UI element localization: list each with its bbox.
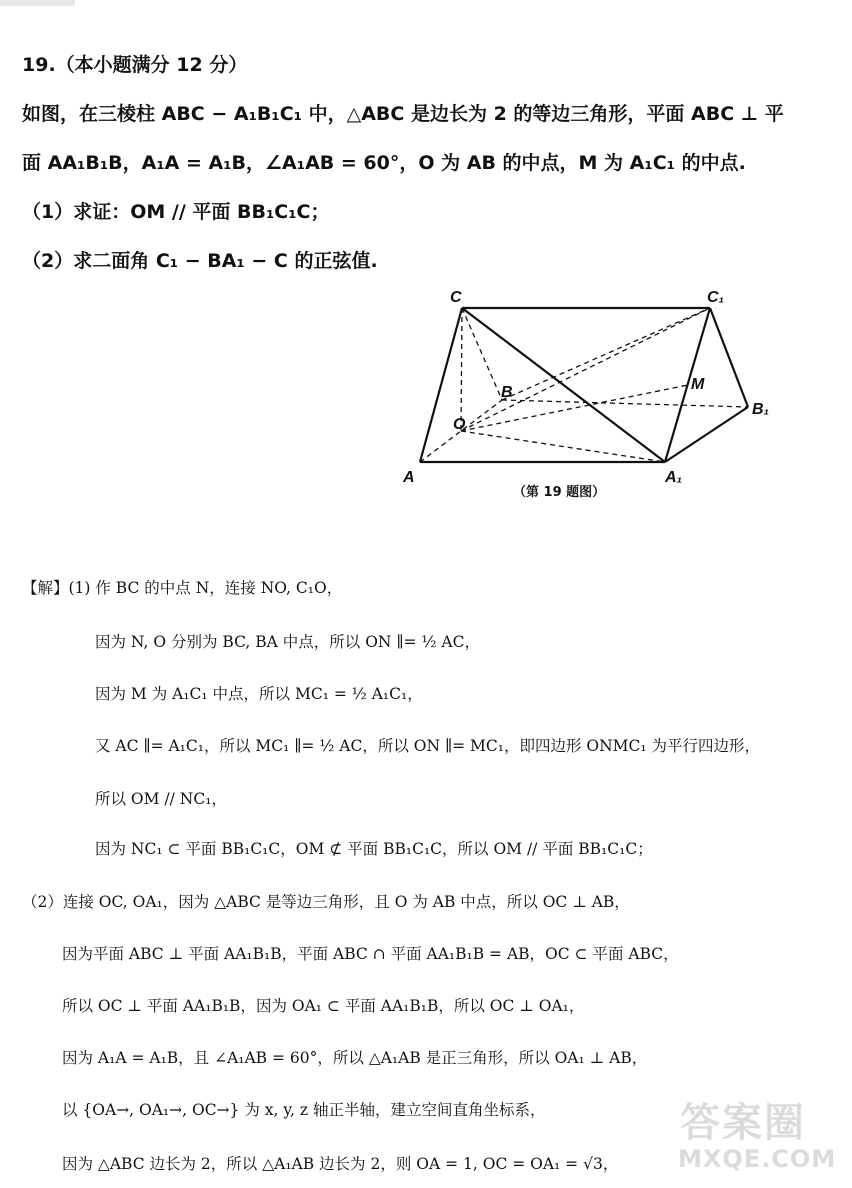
label-A1: A₁ [665,469,683,486]
edge-C-A [420,308,462,462]
edge-B-B1 [502,400,748,407]
solution-line-7: （2）连接 OC, OA₁，因为 △ABC 是等边三角形，且 O 为 AB 中点，所以 OC ⊥ AB， [22,893,630,911]
figure-caption: （第 19 题图） [513,485,606,500]
prism-figure [395,282,795,512]
solution-line-11: 以 {OA→, OA₁→, OC→} 为 x, y, z 轴正半轴，建立空间直角坐标系， [62,1101,546,1119]
edge-C-O [461,308,462,431]
edge-B1-A1 [665,407,748,462]
edge-O-A1 [461,431,665,462]
watermark-url-text: MXQE.COM [678,1145,837,1173]
edge-O-M [461,385,688,431]
label-O: O [453,416,466,433]
label-M: M [691,376,705,393]
top-edge-strip [0,0,75,6]
label-A: A [403,469,415,486]
solution-line-9: 所以 OC ⊥ 平面 AA₁B₁B，因为 OA₁ ⊂ 平面 AA₁B₁B，所以 OC ⊥ OA₁， [62,997,585,1015]
edge-C-A1 [462,308,665,462]
question-line-1: 如图，在三棱柱 ABC − A₁B₁C₁ 中，△ABC 是边长为 2 的等边三角形，平面 ABC ⊥ 平 [22,103,784,125]
solution-line-1: 【解】(1) 作 BC 的中点 N，连接 NO, C₁O， [22,579,343,597]
question-heading: 19.（本小题满分 12 分） [22,54,248,76]
solution-line-6: 因为 NC₁ ⊂ 平面 BB₁C₁C，OM ⊄ 平面 BB₁C₁C，所以 OM // 平面 BB₁C₁C； [95,840,653,858]
solution-line-4: 又 AC ∥= A₁C₁，所以 MC₁ ∥= ½ AC，所以 ON ∥= MC₁，即四边形 ONMC₁ 为平行四边形， [95,737,761,755]
question-part-2: （2）求二面角 C₁ − BA₁ − C 的正弦值. [22,250,378,272]
solution-line-3: 因为 M 为 A₁C₁ 中点，所以 MC₁ = ½ A₁C₁， [95,685,423,703]
watermark-logo-text: 答案圈 [680,1100,806,1146]
question-line-2: 面 AA₁B₁B，A₁A = A₁B，∠A₁AB = 60°，O 为 AB 的中点，M 为 A₁C₁ 的中点. [22,152,746,174]
solution-line-5: 所以 OM // NC₁， [95,790,227,808]
prism-diagram [395,282,795,512]
question-part-1: （1）求证：OM // 平面 BB₁C₁C； [22,201,330,223]
label-B1: B₁ [752,401,770,418]
solution-line-8: 因为平面 ABC ⊥ 平面 AA₁B₁B，平面 ABC ∩ 平面 AA₁B₁B = AB，OC ⊂ 平面 ABC， [62,945,679,963]
solution-line-2: 因为 N, O 分别为 BC, BA 中点，所以 ON ∥= ½ AC， [95,633,480,651]
edge-C1-B1 [710,308,748,407]
label-B: B [501,384,513,401]
edge-B-C1 [502,308,710,400]
edge-O-C1 [461,308,710,431]
label-C: C [450,289,462,306]
solution-line-12: 因为 △ABC 边长为 2，所以 △A₁AB 边长为 2，则 OA = 1, OC = OA₁ = √3， [62,1155,619,1173]
solution-line-10: 因为 A₁A = A₁B，且 ∠A₁AB = 60°，所以 △A₁AB 是正三角形，所以 OA₁ ⊥ AB， [62,1049,648,1067]
label-C1: C₁ [707,289,725,306]
watermark [670,1089,840,1184]
